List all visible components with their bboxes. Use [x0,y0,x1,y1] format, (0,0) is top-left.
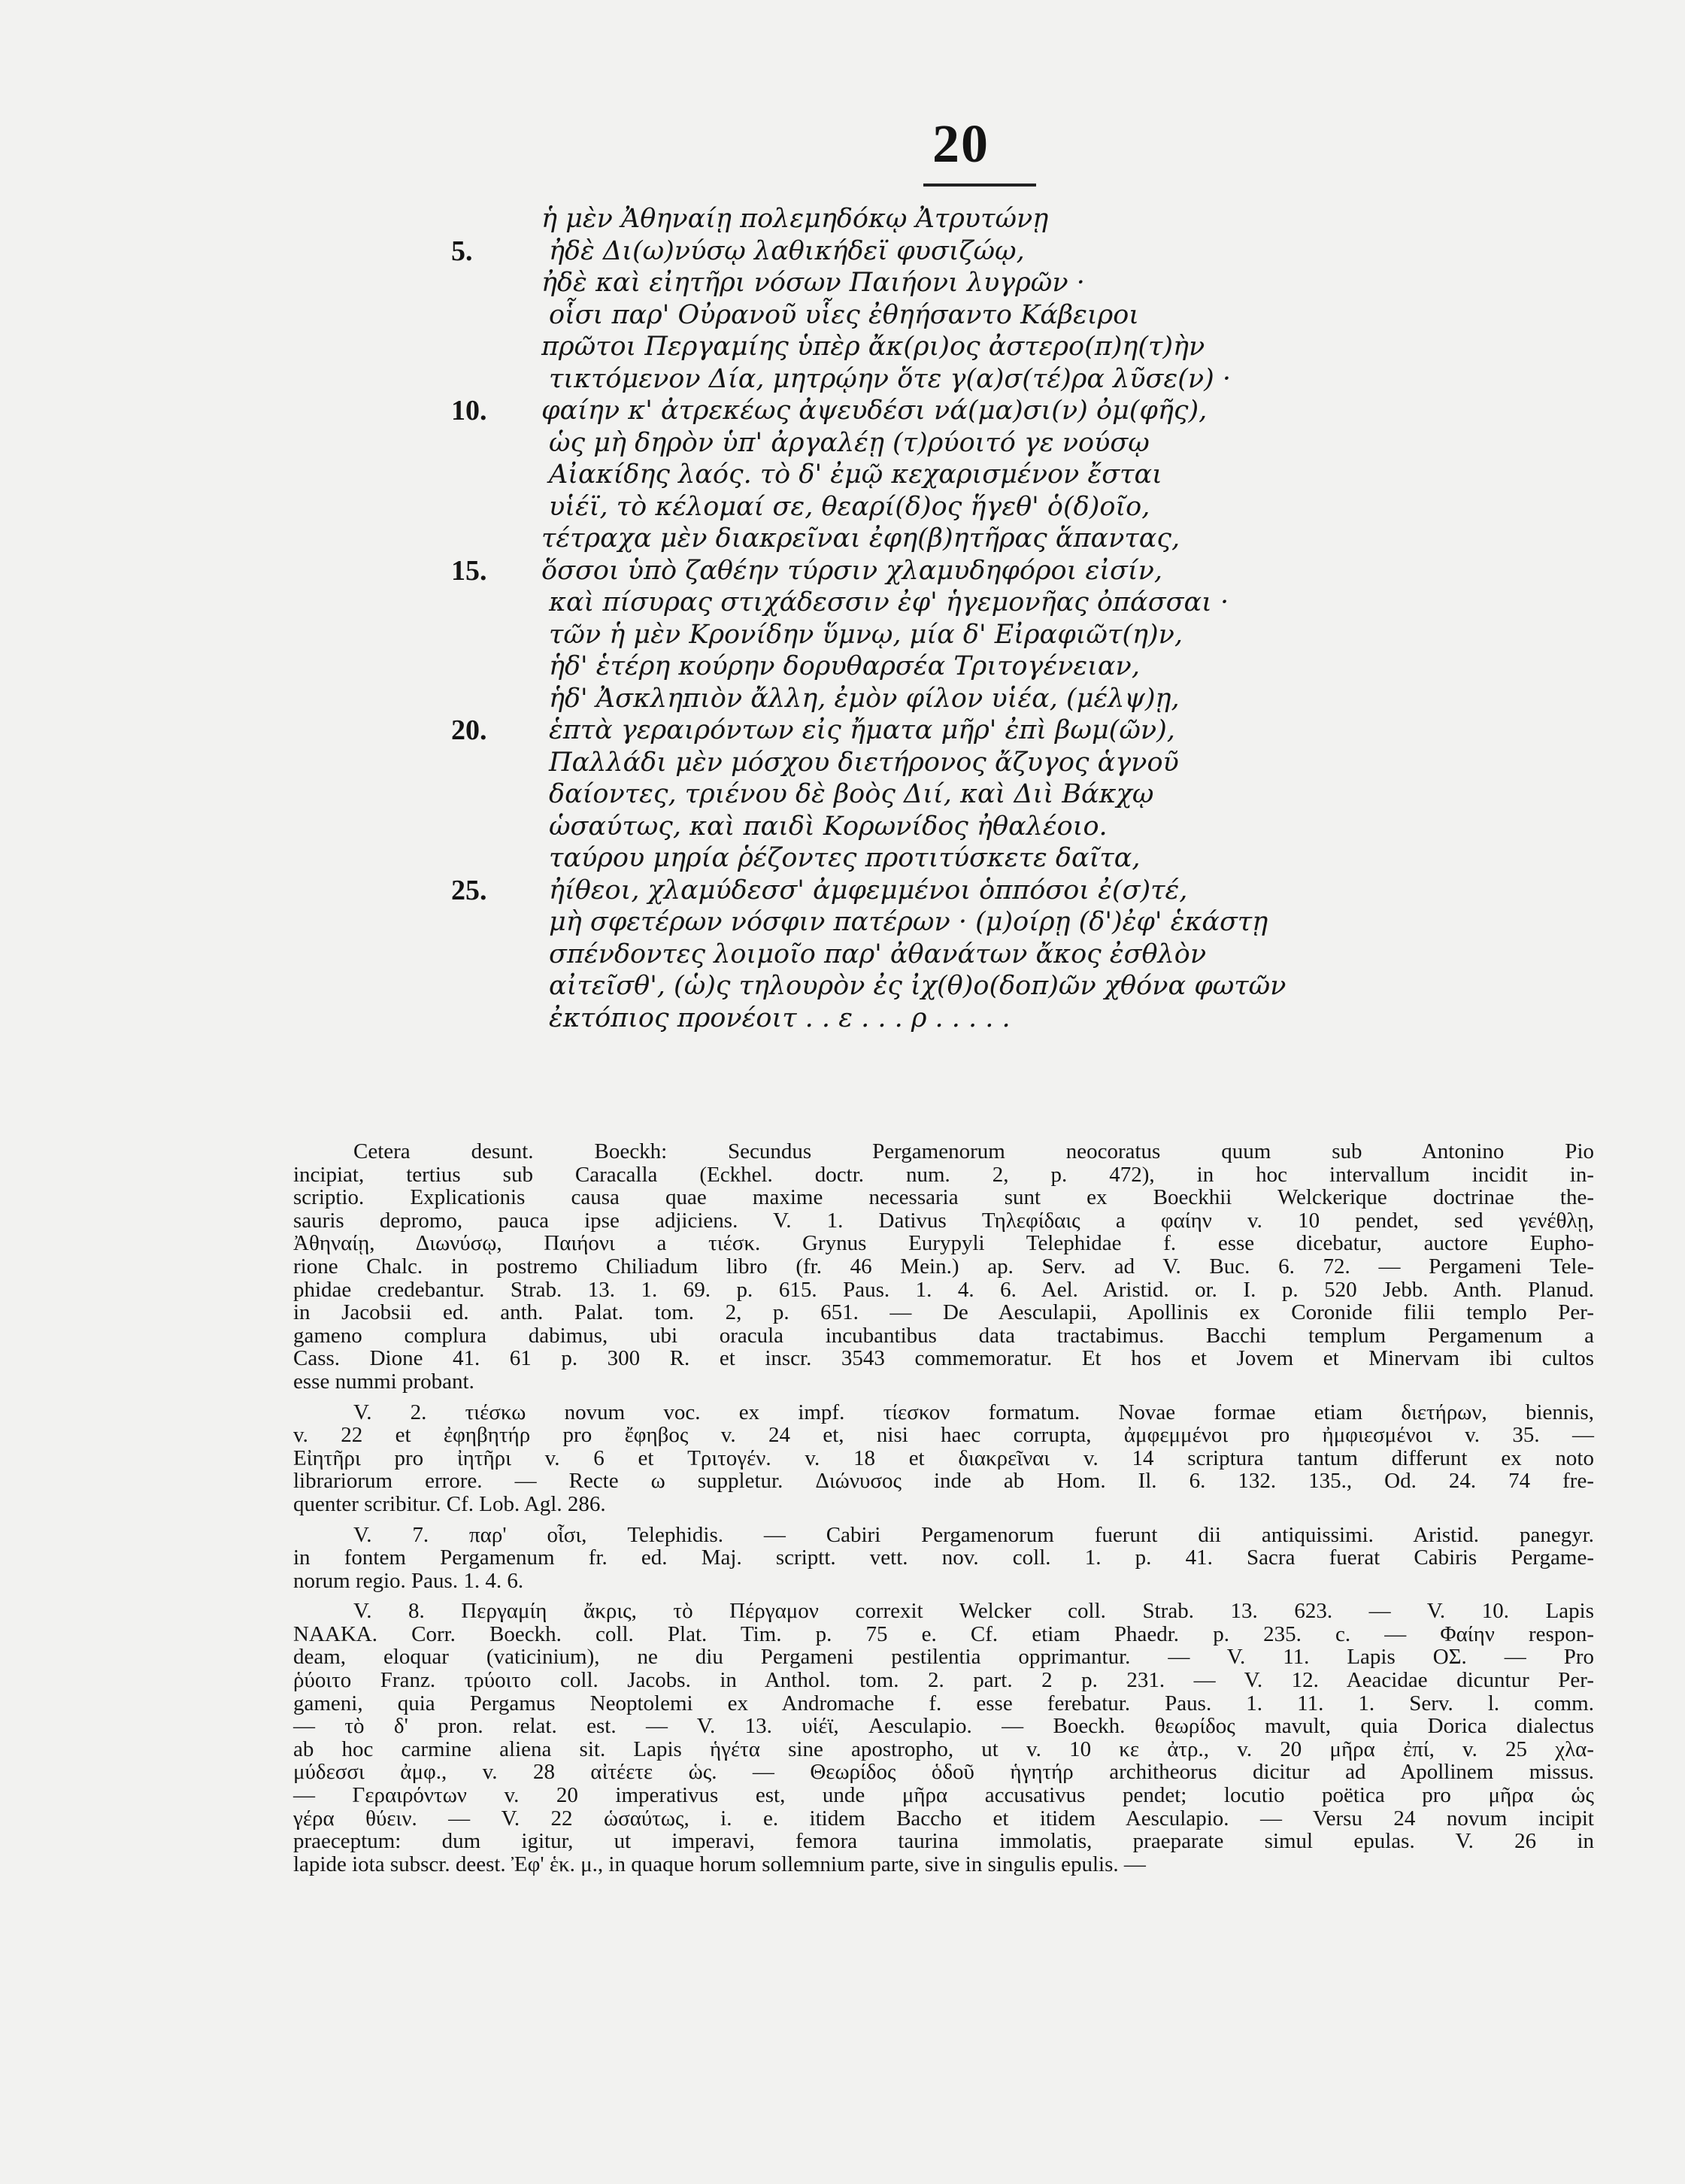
verse-line [459,203,1632,235]
commentary-line: esse nummi probant. [293,1369,474,1394]
verse-line [459,363,1632,396]
verse-text: ἑπτὰ γεραιρόντων εἰς ἤματα μῆρ' ἐπὶ βωμ(ῶν), [549,715,1175,745]
commentary-line: V. 2. τιέσκω novum voc. ex impf. τίεσκον formatum. Novae formae etiam διετήρων, biennis, [353,1400,1594,1424]
verse-text: τῶν ἡ μὲν Κρονίδην ὕμνῳ, μία δ' Εἰραφιῶτ(η)ν, [549,619,1183,650]
commentary-paragraph [293,1140,1594,1394]
commentary-line: Cetera desunt. Boeckh: Secundus Pergamenorum neocoratus quum sub Antonino Pio [353,1139,1594,1163]
verse-number: 25. [451,874,487,906]
verse-number: 10. [451,395,487,426]
verse-line [451,235,1632,268]
verse-line [459,970,1632,1003]
commentary-line: sauris depromo, pauca ipse adjiciens. V. 1. Dativus Τηλεφίδαις a φαίην v. 10 pendet, sed γενέθλῃ, [293,1208,1594,1233]
verse-number: 15. [451,554,487,587]
commentary-line: in Jacobsii ed. anth. Palat. tom. 2, p. 651. — De Aesculapii, Apollinis ex Coronide filii templo Per- [293,1300,1594,1325]
commentary-line: v. 22 et ἐφηβητήρ pro ἔφηβος v. 24 et, nisi haec corrupta, ἀμφεμμένοι pro ἠμφιεσμένοι v. 35. — [293,1423,1594,1448]
commentary-line: Ἀθηναίῃ, Διωνύσῳ, Παιήονι a τιέσκ. Grynus Eurypyli Telephidae f. esse dicebatur, auctore Eupho- [293,1231,1594,1256]
verse-text: μὴ σφετέρων νόσφιν πατέρων · (μ)οίρῃ (δ')ἐφ' ἑκάστῃ [549,907,1268,937]
commentary-line: librariorum errore. — Recte ω suppletur. Διώνυσος inde ab Hom. Il. 6. 132. 135., Od. 24. 74 fre- [293,1469,1594,1494]
verse-line [459,427,1632,460]
verse-text: δαίοντες, τριένου δὲ βοὸς Διί, καὶ Διὶ Βάκχῳ [549,779,1154,809]
verse-text: αἰτεῖσθ', (ὡ)ς τηλουρὸν ἐς ἰχ(θ)ο(δοπ)ῶν χθόνα φωτῶν [549,971,1286,1001]
commentary-notes [293,1140,1594,1876]
verse-text: σπένδοντες λοιμοῖο παρ' ἀθανάτων ἄκος ἐσθλὸν [549,939,1207,969]
verse-line [459,491,1632,523]
verse-line [451,554,1632,587]
commentary-line: Cass. Dione 41. 61 p. 300 R. et inscr. 3543 commemoratur. Et hos et Jovem et Minervam ibi cultos [293,1346,1594,1371]
verse-line [451,714,1632,747]
verse-line [459,299,1632,332]
verse-text: ἡ μὲν Ἀθηναίῃ πολεμηδόκῳ Ἀτρυτώνῃ [541,204,1049,234]
verse-line [459,778,1632,811]
verse-text: φαίην κ' ἀτρεκέως ἀψευδέσι νά(μα)σι(ν) ὀμ(φῆς), [541,396,1208,426]
commentary-line: praeceptum: dum igitur, ut imperavi, femora taurina immolatis, praeparate simul epulas. V. 26 in [293,1829,1594,1854]
verse-line [459,331,1632,363]
verse-text: καὶ πίσυρας στιχάδεσσιν ἐφ' ἡγεμονῆας ὀπάσσαι · [549,587,1229,617]
header-rule [923,184,1036,187]
verse-text: ἡδ' ἑτέρη κούρην δορυθαρσέα Τριτογένειαν, [549,651,1140,681]
verse-line [459,939,1632,971]
commentary-line: in fontem Pergamenum fr. ed. Maj. scriptt. vett. nov. coll. 1. p. 41. Sacra fuerat Cabiris Pergame- [293,1545,1594,1570]
verse-line [459,906,1632,939]
verse-text: ἠδὲ Δι(ω)νύσῳ λαθικήδεϊ φυσιζώῳ, [549,235,1025,266]
verse-text: πρῶτοι Περγαμίης ὑπὲρ ἄκ(ρι)ος ἀστερο(π)η(τ)ὴν [541,332,1205,362]
verse-line [451,395,1632,427]
verse-line [459,619,1632,651]
verse-text: ὡσαύτως, καὶ παιδὶ Κορωνίδος ἠθαλέοιο. [549,811,1108,842]
verse-line [459,587,1632,619]
verse-line [459,267,1632,299]
verse-line [459,651,1632,683]
commentary-paragraph [293,1524,1594,1593]
commentary-line: gameno complura dabimus, ubi oracula incubantibus data tractabimus. Bacchi templum Pergamenum a [293,1323,1594,1348]
verse-line [459,683,1632,715]
verse-line [451,874,1632,907]
commentary-line: μύδεσσι ἀμφ., v. 28 αἰτέετε ὡς. — Θεωρίδος ὁδοῦ ἡγητήρ architheorus dicitur ad Apollinem missus. [293,1760,1594,1785]
verse-text: ταύρου μηρία ῥέζοντες προτιτύσκετε δαῖτα, [549,843,1141,873]
commentary-line: V. 8. Περγαμίη ἄκρις, τὸ Πέργαμον correxit Welcker coll. Strab. 13. 623. — V. 10. Lapis [353,1599,1594,1624]
verse-line [459,842,1632,875]
commentary-line: phidae credebantur. Strab. 13. 1. 69. p. 615. Paus. 1. 4. 6. Ael. Aristid. or. I. p. 520 Jebb. Anth. Planud. [293,1277,1594,1302]
verse-line [459,523,1632,555]
commentary-line: ῥύοιτο Franz. τρύοιτο coll. Jacobs. in Anthol. tom. 2. part. 2 p. 231. — V. 12. Aeacidae dicuntur Per- [293,1668,1594,1693]
commentary-line: lapide iota subscr. deest. Ἐφ' ἑκ. μ., in quaque horum sollemnium parte, sive in singulis epulis. — [293,1852,1146,1876]
verse-number: 5. [451,235,473,267]
commentary-paragraph [293,1600,1594,1876]
commentary-line: — τὸ δ' pron. relat. est. — V. 13. υἱέϊ, Aesculapio. — Boeckh. θεωρίδος mavult, quia Dorica dialectus [293,1714,1594,1739]
verse-number: 20. [451,714,487,746]
commentary-line: incipiat, tertius sub Caracalla (Eckhel. doctr. num. 2, p. 472), in hoc intervallum incidit in- [293,1162,1594,1187]
inscription-poem [451,203,1632,1034]
commentary-line: norum regio. Paus. 1. 4. 6. [293,1568,524,1593]
verse-text: ἡδ' Ἀσκληπιὸν ἄλλη, ἐμὸν φίλον υἱέα, (μέλψ)ῃ, [549,683,1180,714]
verse-line [459,747,1632,779]
verse-text: ὅσσοι ὑπὸ ζαθέην τύρσιν χλαμυδηφόροι εἰσίν, [541,555,1163,586]
commentary-line: γέρα θύειν. — V. 22 ὡσαύτως, i. e. itidem Baccho et itidem Aesculapio. — Versu 24 novum incipit [293,1806,1594,1831]
verse-text: οἷσι παρ' Οὐρανοῦ υἷες ἐθηήσαντο Κάβειροι [549,299,1139,330]
commentary-line: V. 7. παρ' οἷσι, Telephidis. — Cabiri Pergamenorum fuerunt dii antiquissimi. Aristid. panegyr. [353,1522,1594,1547]
commentary-line: ab hoc carmine aliena sit. Lapis ἡγέτα sine apostropho, ut v. 10 κε ἀτρ., v. 20 μῆρα ἐπί, v. 25 χλα- [293,1737,1594,1761]
verse-text: Παλλάδι μὲν μόσχου διετήρονος ἄζυγος ἁγνοῦ [549,747,1179,778]
verse-line [459,811,1632,843]
verse-text: ἐκτόπιος προνέοιτ . . ε . . . ρ . . . . . [549,1003,1011,1033]
paragraph-gap [293,1516,1594,1524]
verse-text: Αἰακίδης λαός. τὸ δ' ἐμῷ κεχαρισμένον ἔσται [549,460,1162,490]
verse-text: τικτόμενον Δία, μητρῴην ὅτε γ(α)σ(τέ)ρα λῦσε(ν) · [549,363,1232,394]
commentary-line: gameni, quia Pergamus Neoptolemi ex Andromache f. esse ferebatur. Paus. 1. 11. 1. Serv. l. comm. [293,1691,1594,1715]
verse-text: ὡς μὴ δηρὸν ὑπ' ἀργαλέῃ (τ)ρύοιτό γε νούσῳ [549,427,1150,458]
verse-text: υἱέϊ, τὸ κέλομαί σε, θεαρί(δ)ος ἥγεθ' ὁ(δ)οῖο, [549,491,1150,522]
commentary-line: scriptio. Explicationis causa quae maxime necessaria sunt ex Boeckhii Welckerique doctrinae the- [293,1185,1594,1210]
commentary-paragraph [293,1401,1594,1516]
commentary-line: quenter scribitur. Cf. Lob. Agl. 286. [293,1491,606,1516]
commentary-line: deam, eloquar (vaticinium), ne diu Pergameni pestilentia opprimantur. — V. 11. Lapis ΟΣ. — Pro [293,1645,1594,1670]
commentary-line: — Γεραιρόντων v. 20 imperativus est, unde μῆρα accusativus pendet; locutio poëtica pro μῆρα ὡς [293,1783,1594,1808]
page-number: 20 [932,114,989,174]
commentary-line: ΝΑΑΚΑ. Corr. Boeckh. coll. Plat. Tim. p. 75 e. Cf. etiam Phaedr. p. 235. c. — Φαίην respon- [293,1621,1594,1646]
verse-text: τέτραχα μὲν διακρεῖναι ἐφη(β)ητῆρας ἅπαντας, [541,523,1180,554]
verse-text: ἠδὲ καὶ εἰητῆρι νόσων Παιήονι λυγρῶν · [541,268,1085,298]
commentary-line: Εἰητῆρι pro ἰητῆρι v. 6 et Τριτογέν. v. 18 et διακρεῖναι v. 14 scriptura tantum differunt ex noto [293,1445,1594,1470]
verse-text: ἠίθεοι, χλαμύδεσσ' ἀμφεμμένοι ὁππόσοι ἐ(σ)τέ, [549,875,1188,905]
commentary-line: rione Chalc. in postremo Chiliadum libro (fr. 46 Mein.) ap. Serv. ad V. Buc. 6. 72. — Pergameni Tele- [293,1254,1594,1279]
verse-line [459,459,1632,491]
verse-line [459,1003,1632,1035]
